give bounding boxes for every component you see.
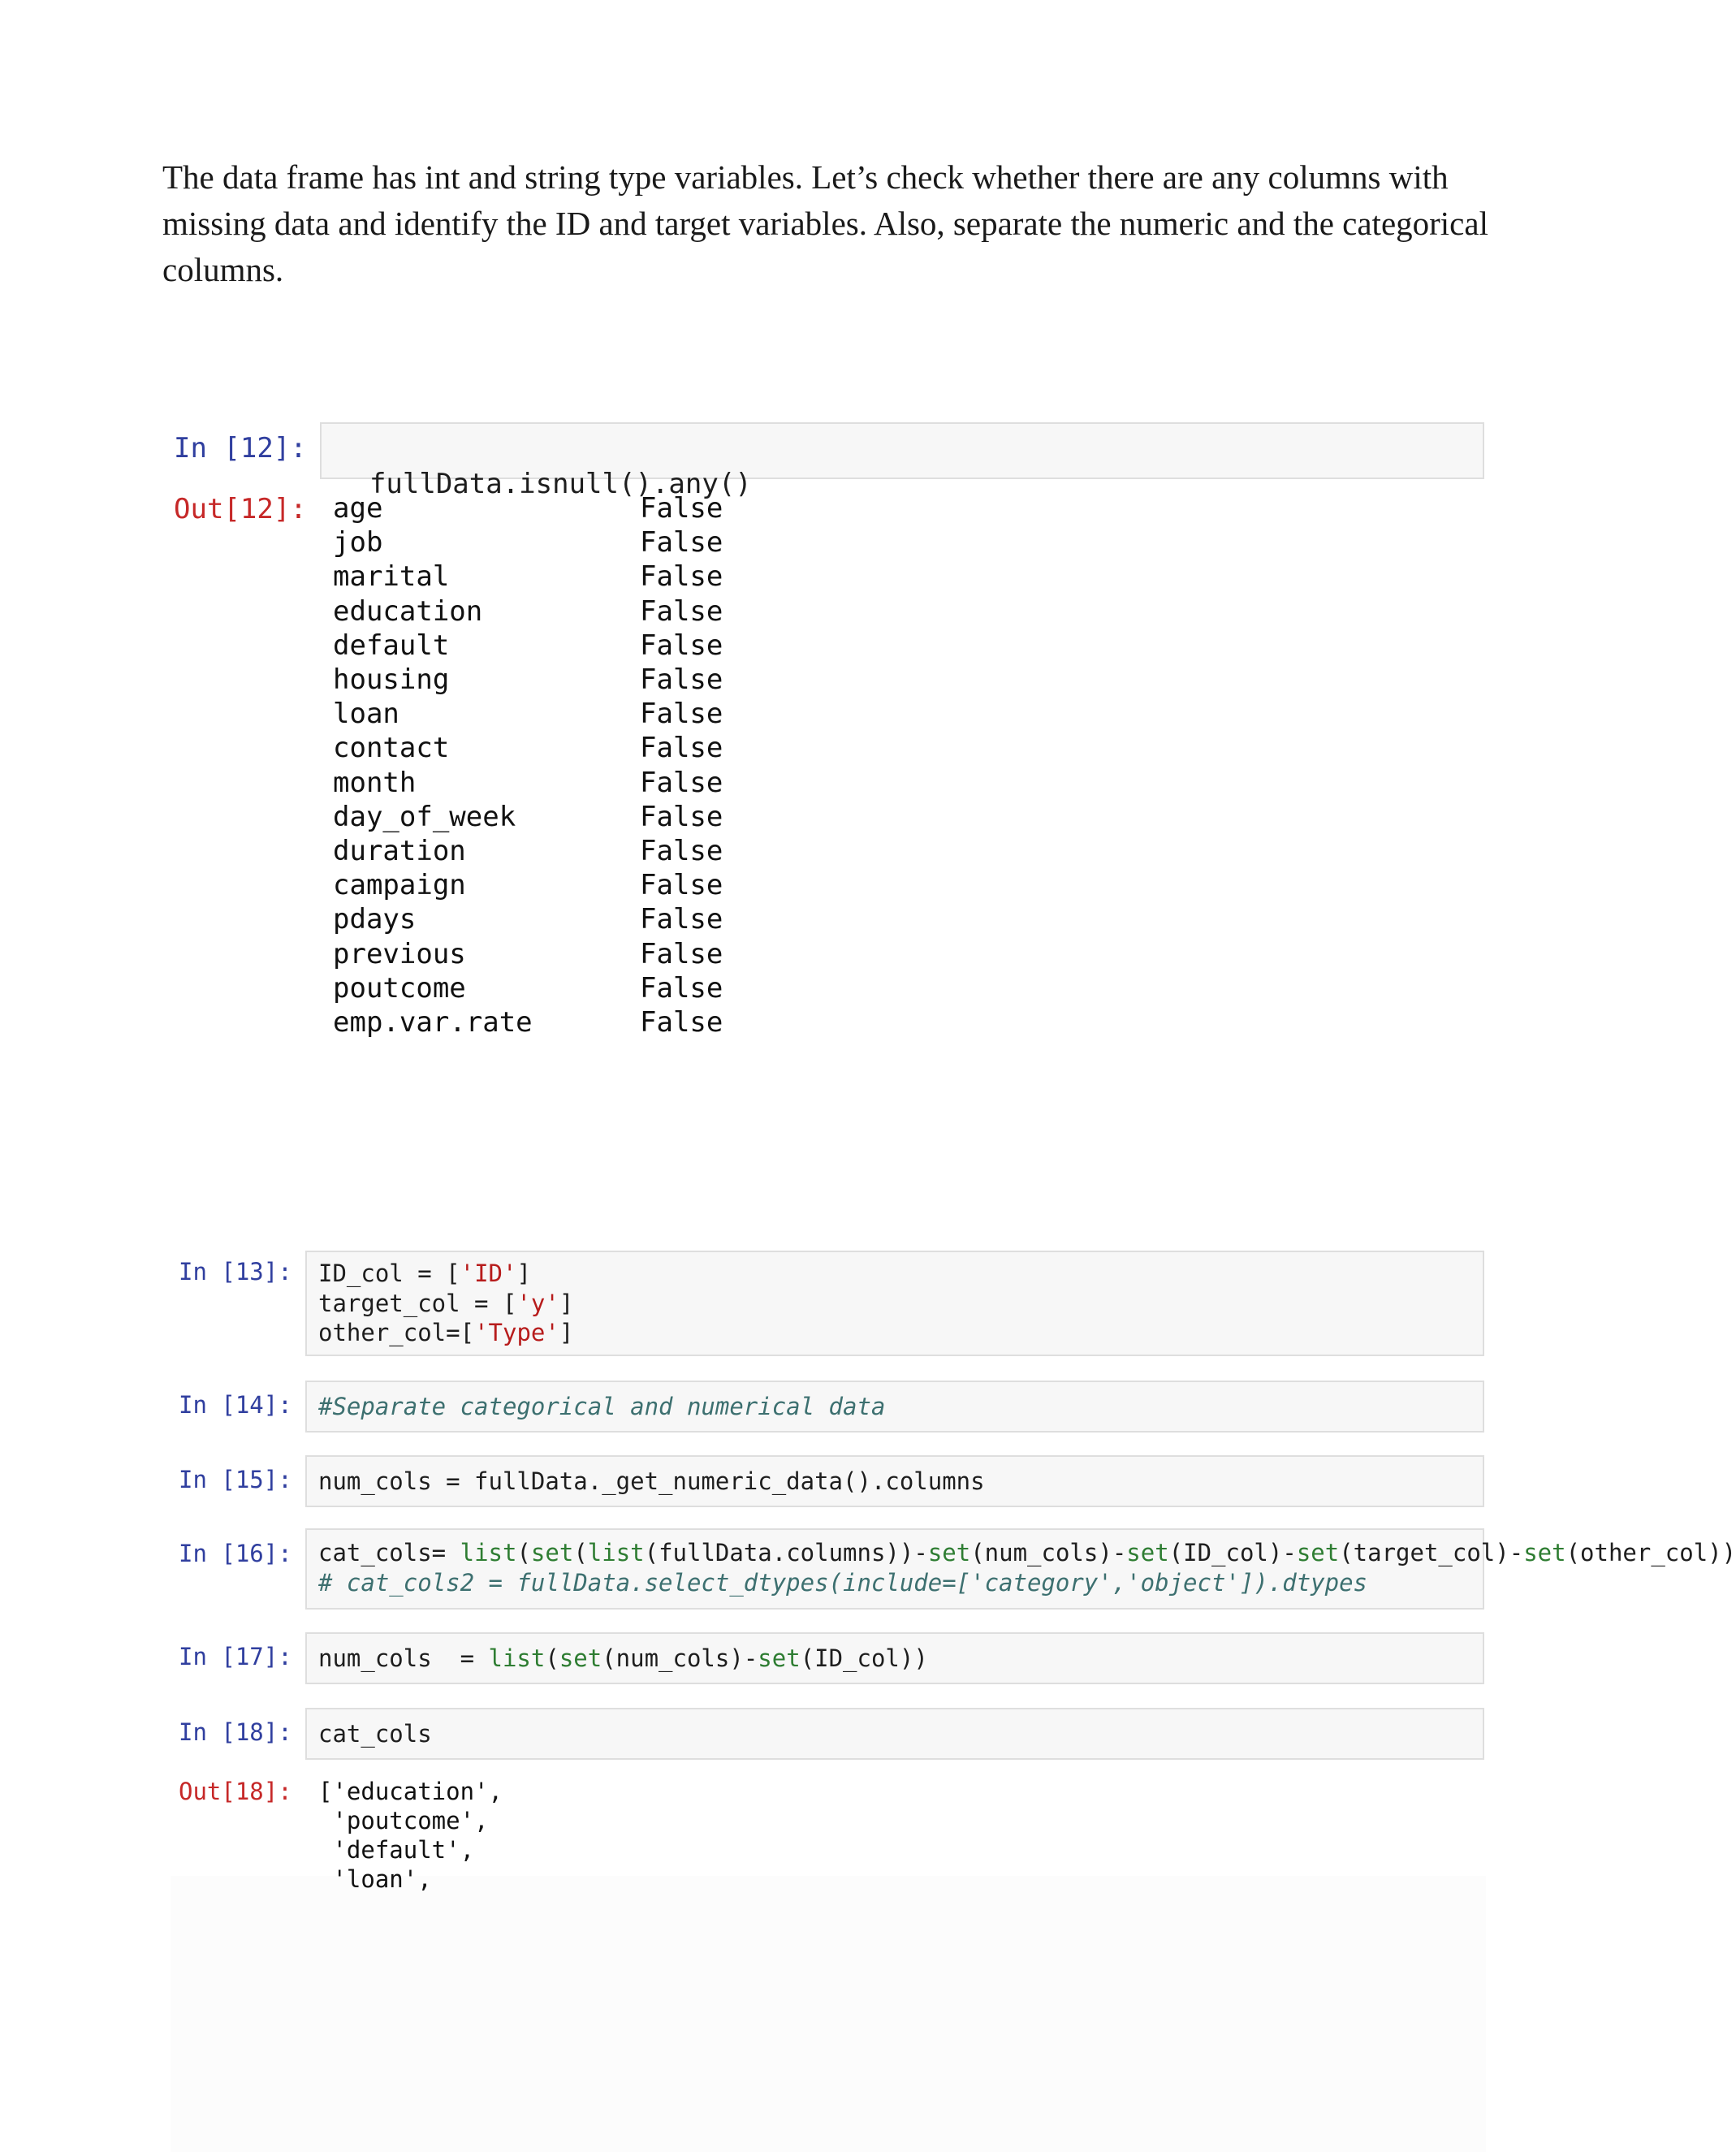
series-row xyxy=(333,663,901,697)
cell-18-input[interactable] xyxy=(305,1708,1484,1760)
series-null-flag: False xyxy=(640,1006,723,1039)
code-token: num_cols = fullData._get_numeric_data().columns xyxy=(318,1467,985,1495)
series-column-name: marital xyxy=(333,560,450,594)
code-token: (num_cols)- xyxy=(602,1644,758,1672)
code-token: 'y' xyxy=(516,1289,559,1317)
code-token: ID_col = [ xyxy=(318,1260,460,1287)
code-token: set xyxy=(1126,1539,1169,1566)
cell-18-out-prompt: Out[18]: xyxy=(179,1778,292,1805)
series-null-flag: False xyxy=(640,800,723,833)
code-token: (ID_col)- xyxy=(1168,1539,1297,1566)
series-null-flag: False xyxy=(640,594,723,628)
cell-13-in-prompt: In [13]: xyxy=(179,1258,292,1286)
cell-18-output xyxy=(318,1777,887,1893)
code-token: ( xyxy=(516,1539,531,1566)
series-column-name: age xyxy=(333,492,383,525)
code-token: cat_cols xyxy=(318,1720,432,1748)
cell-13-input[interactable] xyxy=(305,1251,1484,1356)
cell-12-in-prompt: In [12]: xyxy=(174,432,307,465)
series-row xyxy=(333,766,901,800)
series-row xyxy=(333,971,901,1005)
cell-15-in-prompt: In [15]: xyxy=(179,1466,292,1493)
series-null-flag: False xyxy=(640,560,723,594)
intro-paragraph: The data frame has int and string type variables. Let’s check whether there are any columns with missing data and identify the ID and target variables. Also, separate the numeric and the categorical columns. xyxy=(162,158,1488,288)
code-token: list xyxy=(488,1644,546,1672)
series-column-name: emp.var.rate xyxy=(333,1006,533,1039)
series-null-flag: False xyxy=(640,971,723,1005)
code-token: cat_cols= xyxy=(318,1539,460,1566)
cell-12-input[interactable] xyxy=(320,422,1484,500)
series-column-name: housing xyxy=(333,663,450,697)
series-null-flag: False xyxy=(640,526,723,560)
series-column-name: pdays xyxy=(333,903,417,936)
series-column-name: education xyxy=(333,594,483,628)
series-column-name: day_of_week xyxy=(333,800,516,833)
series-null-flag: False xyxy=(640,732,723,765)
series-null-flag: False xyxy=(640,937,723,970)
series-null-flag: False xyxy=(640,663,723,697)
code-token: num_cols = xyxy=(318,1644,489,1672)
list-item: 'poutcome', xyxy=(318,1807,489,1834)
series-row xyxy=(333,731,901,765)
series-row xyxy=(333,834,901,868)
code-line xyxy=(318,1568,1471,1598)
cell-17-input[interactable] xyxy=(305,1632,1484,1684)
code-token: set xyxy=(1296,1539,1340,1566)
code-token: # cat_cols2 = fullData.select_dtypes(include=['category','object']).dtypes xyxy=(318,1569,1368,1597)
code-token: ] xyxy=(516,1260,531,1287)
series-column-name: month xyxy=(333,766,417,799)
cell-12-output xyxy=(333,491,901,1039)
code-token: list xyxy=(587,1539,645,1566)
code-line xyxy=(318,1467,1471,1497)
cell-14-in-prompt: In [14]: xyxy=(179,1391,292,1419)
list-item: 'default', xyxy=(318,1836,475,1864)
code-token: other_col=[ xyxy=(318,1319,475,1346)
list-item: ['education', xyxy=(318,1778,503,1805)
series-row xyxy=(333,902,901,936)
series-column-name: contact xyxy=(333,732,450,765)
code-token: 'ID' xyxy=(460,1260,517,1287)
series-null-flag: False xyxy=(640,766,723,799)
series-column-name: duration xyxy=(333,835,466,868)
code-line xyxy=(318,1719,1471,1749)
code-line xyxy=(318,1392,1471,1422)
code-token: ] xyxy=(559,1319,574,1346)
output-background xyxy=(171,1876,1486,2152)
cell-12-code: fullData.isnull().any() xyxy=(369,468,752,500)
cell-17-in-prompt: In [17]: xyxy=(179,1643,292,1670)
code-token: ] xyxy=(559,1289,574,1317)
code-token: set xyxy=(758,1644,801,1672)
code-token: list xyxy=(460,1539,517,1566)
series-column-name: job xyxy=(333,526,383,560)
code-line xyxy=(318,1289,1471,1319)
code-line xyxy=(318,1259,1471,1289)
series-null-flag: False xyxy=(640,698,723,731)
series-column-name: loan xyxy=(333,698,399,731)
code-token: (num_cols)- xyxy=(970,1539,1127,1566)
code-line xyxy=(318,1644,1471,1674)
series-null-flag: False xyxy=(640,629,723,662)
code-line xyxy=(318,1318,1471,1348)
code-token: (ID_col)) xyxy=(800,1644,928,1672)
code-token: set xyxy=(1523,1539,1566,1566)
series-null-flag: False xyxy=(640,835,723,868)
series-column-name: default xyxy=(333,629,450,662)
series-row xyxy=(333,560,901,594)
series-row xyxy=(333,937,901,971)
code-token: (fullData.columns))- xyxy=(644,1539,928,1566)
series-row xyxy=(333,800,901,834)
list-item: 'loan', xyxy=(318,1865,432,1893)
code-token: (other_col)) xyxy=(1565,1539,1736,1566)
series-row xyxy=(333,697,901,731)
code-token: (target_col)- xyxy=(1339,1539,1524,1566)
series-null-flag: False xyxy=(640,492,723,525)
series-row xyxy=(333,525,901,560)
cell-18-in-prompt: In [18]: xyxy=(179,1718,292,1746)
series-row xyxy=(333,629,901,663)
cell-15-input[interactable] xyxy=(305,1455,1484,1507)
code-token: set xyxy=(530,1539,574,1566)
series-row xyxy=(333,868,901,902)
code-token: ( xyxy=(573,1539,588,1566)
series-column-name: campaign xyxy=(333,869,466,902)
cell-16-in-prompt: In [16]: xyxy=(179,1540,292,1567)
cell-12-out-prompt: Out[12]: xyxy=(174,493,307,525)
code-line xyxy=(318,1538,1736,1568)
series-null-flag: False xyxy=(640,903,723,936)
series-row xyxy=(333,1005,901,1039)
series-row xyxy=(333,491,901,525)
series-column-name: poutcome xyxy=(333,971,466,1005)
code-token: #Separate categorical and numerical data xyxy=(318,1393,886,1420)
code-token: target_col = [ xyxy=(318,1289,517,1317)
series-null-flag: False xyxy=(640,869,723,902)
series-row xyxy=(333,594,901,629)
code-token: 'Type' xyxy=(474,1319,559,1346)
code-token: set xyxy=(927,1539,971,1566)
code-token: set xyxy=(559,1644,602,1672)
series-column-name: previous xyxy=(333,937,466,970)
cell-14-input[interactable] xyxy=(305,1381,1484,1433)
code-token: ( xyxy=(545,1644,559,1672)
cell-16-input[interactable] xyxy=(305,1528,1736,1610)
